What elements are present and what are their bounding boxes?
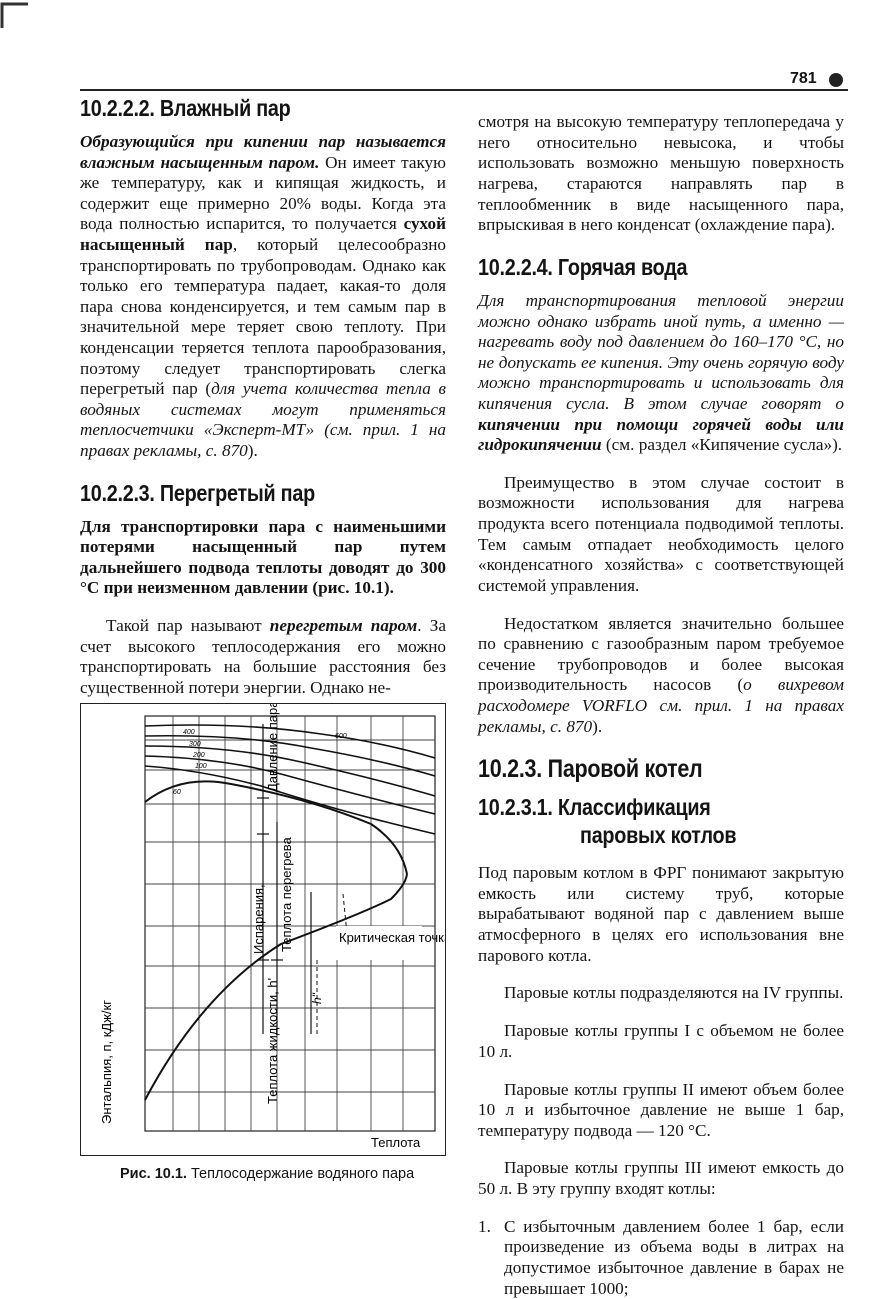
figure-x-axis-label: Теплота [371,1135,421,1150]
curve-label: 300 [189,741,201,748]
superheated-term: перегретым паром [269,616,418,636]
boiler-definition-paragraph: Под паровым котлом в ФРГ понимают закрытую емкость или систему труб, которые вырабатывают водяной пар с давлением выше атмосферного в целях его использования вне парового котла. [478,863,844,965]
superheated-lead-paragraph: Для транспортировки пара с наименьшими потерями насыщенный пар путем дальнейшего подвода теплоты доводят до 300 °С при неизменном давлении (рис. 10.1). [80,516,446,598]
label-liquid-heat: Теплота жидкости, h' [265,977,280,1104]
hot-water-paragraph-3: Недостатком является значительно большее по сравнению с газообразным паром требуемое сечение трубопроводов и более высокая производительность насосов (о вихревом расходомере VORFLO см. прил. 1 на правах рекламы, с. 870). [478,613,844,736]
boiler-group-3-list [478,1217,844,1299]
figure-caption: Рис. 10.1. Теплосодержание водяного пара [120,1166,415,1182]
curve-label: 600 [335,733,347,740]
list-item: 1. С избыточным давлением более 1 бар, если произведение из объема воды в литрах на допустимое избыточное давление в барах не превышает 1000; [478,1216,844,1298]
header-rule [80,89,848,91]
section-title-classification-line2: паровых котлов [580,822,737,849]
curve-label: 100 [195,763,207,770]
section-title-steam-boiler: 10.2.3. Паровой котел [478,755,703,784]
curve-label: 400 [183,729,195,736]
section-title-classification: 10.2.3.1. Классификация [478,794,711,821]
label-critical-point: Критическая точка [339,930,445,945]
label-superheat-heat: Теплота перегрева [279,837,294,952]
boiler-groups-paragraph: Паровые котлы подразделяются на IV группы. [504,983,844,1003]
right-column [478,95,844,1299]
superheated-paragraph: Такой пар называют перегретым паром. За счет высокого теплосодержания его можно транспортировать на большие расстояния без существенной потери энергии. Однако не- [80,616,446,698]
section-title-superheated: 10.2.2.3. Перегретый пар [80,479,315,506]
section-title-wet-steam: 10.2.2.2. Влажный пар [80,95,291,121]
hot-water-paragraph-1: Для транспортирования тепловой энергии можно однако избрать иной путь, а именно — нагревать воду под давлением до 160–170 °С, но не допускать ее кипения. Эту очень горячую воду можно транспортировать и использовать для кипячения сусла. В этом случае говорят о кипячении при помощи горячей воды или гидрокипячении (см. раздел «Кипячение сусла»). [478,290,844,455]
section-title-hot-water: 10.2.2.4. Горячая вода [478,253,688,280]
wet-steam-definition: Образующийся при кипении пар называется влажным насыщенным паром. [80,132,446,172]
left-column [80,92,446,716]
wet-steam-paragraph: Образующийся при кипении пар называется влажным насыщенным паром. Он имеет такую же температуру, как и кипящая жидкость, и содержит еще примерно 20% воды. Когда эта вода полностью испарится, то получается сухой насыщенный пар, который целесообразно транспортировать по трубопроводам. Однако как только его температура падает, какая-то доля пара снова конденсируется, и тем самым пар в значительной мере теряет свою теплоту. При конденсации теряется теплота парообразования, поэтому следует транспортировать слегка перегретый пар (для учета количества тепла в водяных системах могут применяться теплосчетчики «Эксперт-МТ» (см. прил. 1 на правах рекламы, с. 870). [80,132,447,460]
label-evaporation: Испарения, [251,884,266,954]
page-marker-icon [829,73,843,87]
scan-corner-mark [0,0,30,30]
curve-label: 200 [193,752,205,759]
continuation-paragraph: смотря на высокую температуру теплопередача у него относительно невысока, и чтобы использовать возможно меньшую поверхность нагрева, стараются направлять пар в теплообменник в виде насыщенного пара, впрыскивая в него конденсат (охлаждение пара). [478,112,844,235]
page-number: 781 [790,70,817,87]
boiler-group-2-paragraph: Паровые котлы группы II имеют объем более 10 л и избыточное давление не выше 1 бар, температуру подвода — 120 °С. [478,1079,844,1140]
curve-label: 60 [173,789,181,796]
ad-note-vorflo: о вихревом расходомере VORFLO см. прил. 1 на правах рекламы, с. 870 [478,675,844,736]
boiler-group-1-paragraph: Паровые котлы группы I с объемом не более 10 л. [478,1021,844,1061]
hot-water-paragraph-2: Преимущество в этом случае состоит в возможности использования для нагрева продукта всего потенциала подводимой теплоты. Тем самым отпадает необходимость целого «конденсатного хозяйства» с соответствующей системой управления. [478,472,844,595]
dry-steam-term: сухой насыщенный пар [80,214,446,254]
label-h-double-prime: h" [310,993,324,1004]
ad-note-expert: для учета количества тепла в водяных системах могут применяться теплосчетчики «Эксперт-МТ» (см. прил. 1 на правах рекламы, с. 870 [80,379,446,460]
figure-y-axis-label: Энтальпия, п, кДж/кг [99,1000,114,1124]
boiler-group-3-paragraph: Паровые котлы группы III имеют емкость до 50 л. В эту группу входят котлы: [478,1158,844,1199]
hydro-boiling-term: кипячении при помощи горячей воды или гидрокипячении [478,414,844,455]
figure-enthalpy-chart [80,703,446,1156]
label-pressure: Давление пара [265,704,280,792]
